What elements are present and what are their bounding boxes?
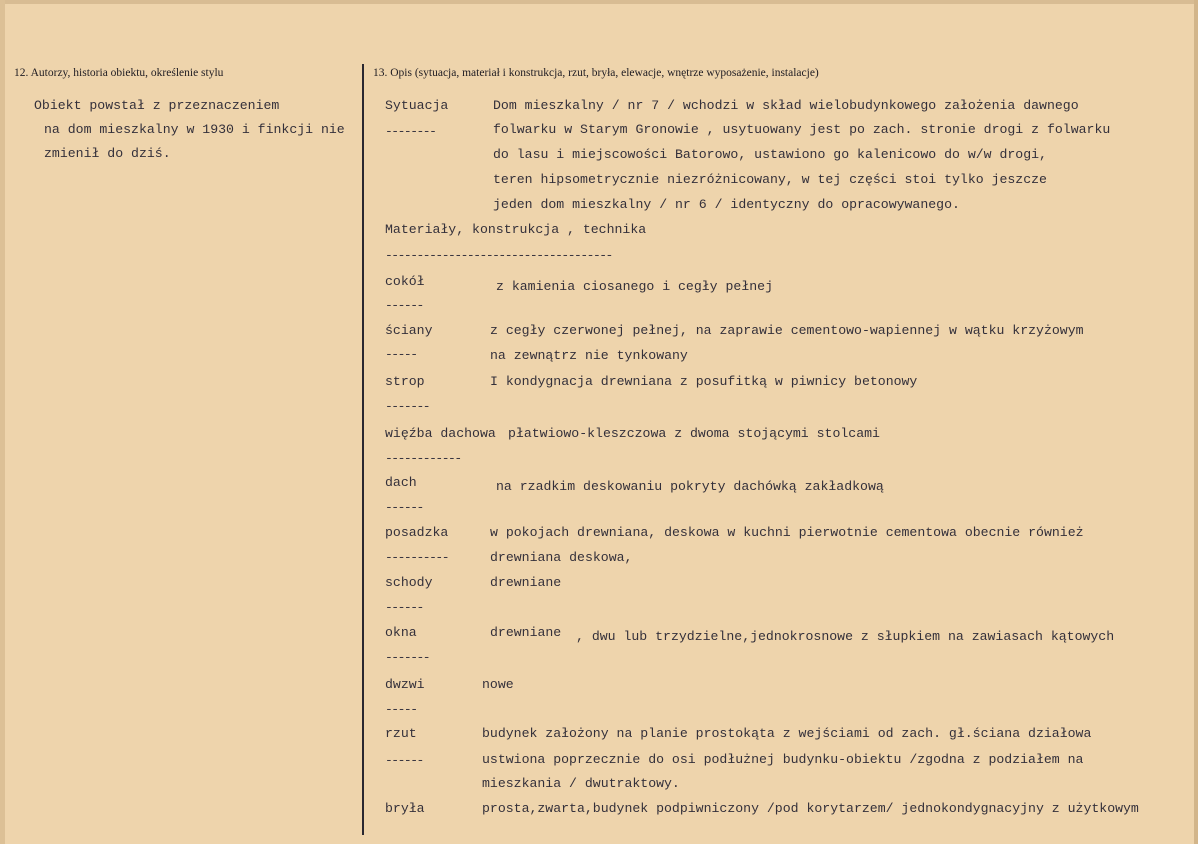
page-edge	[0, 0, 1198, 4]
entry-text: w pokojach drewniana, deskowa w kuchni pierwotnie cementowa obecnie również	[490, 525, 1084, 540]
entry-label-rzut: rzut	[385, 726, 417, 741]
label-underline: -----	[385, 702, 417, 717]
history-line: Obiekt powstał z przeznaczeniem	[34, 98, 280, 113]
sytuacja-line: do lasu i miejscowości Batorowo, ustawiono go kalenicowo do w/w drogi,	[493, 147, 1047, 162]
label-underline: -----	[385, 347, 417, 362]
entry-label-drzwi: dwzwi	[385, 677, 425, 692]
entry-label-cokol: cokół	[385, 274, 425, 289]
entry-text: z kamienia ciosanego i cegły pełnej	[496, 279, 773, 294]
entry-text: , dwu lub trzydzielne,jednokrosnowe z słupkiem na zawiasach kątowych	[576, 629, 1115, 644]
section-label-sytuacja: Sytuacja	[385, 98, 449, 113]
entry-text: mieszkania / dwutraktowy.	[482, 776, 680, 791]
left-column-header: 12. Autorzy, historia obiektu, określenie stylu	[14, 67, 224, 79]
label-underline: -------	[385, 399, 430, 414]
history-line: na dom mieszkalny w 1930 i finkcji nie	[44, 122, 345, 137]
entry-label-sciany: ściany	[385, 323, 433, 338]
entry-text: drewniana deskowa,	[490, 550, 633, 565]
label-underline: ------------	[385, 451, 461, 466]
label-underline: ------------------------------------	[385, 248, 612, 263]
entry-label-posadzka: posadzka	[385, 525, 449, 540]
label-underline: ------	[385, 298, 423, 313]
label-underline: ------	[385, 600, 423, 615]
label-underline: ----------	[385, 550, 449, 565]
entry-label-dach: dach	[385, 475, 417, 490]
history-line: zmienił do dziś.	[44, 146, 171, 161]
label-underline: -------	[385, 650, 430, 665]
right-column-header: 13. Opis (sytuacja, materiał i konstrukcja, rzut, bryła, elewacje, wnętrze wyposażenie, instalacje)	[373, 67, 819, 79]
sytuacja-line: jeden dom mieszkalny / nr 6 / identyczny do opracowywanego.	[493, 197, 960, 212]
entry-text: prosta,zwarta,budynek podpiwniczony /pod korytarzem/ jednokondygnacyjny z użytkowym	[482, 801, 1139, 816]
entry-text: drewniane	[490, 575, 562, 590]
entry-text: na rzadkim deskowaniu pokryty dachówką zakładkową	[496, 479, 884, 494]
entry-text: budynek założony na planie prostokąta z wejściami od zach. gł.ściana działowa	[482, 726, 1092, 741]
column-divider	[362, 64, 364, 835]
entry-label-wiezba: więźba dachowa	[385, 426, 496, 441]
entry-label-strop: strop	[385, 374, 425, 389]
entry-label-schody: schody	[385, 575, 433, 590]
label-underline: ------	[385, 753, 423, 768]
section-label-materialy: Materiały, konstrukcja , technika	[385, 222, 647, 237]
entry-label-bryla: bryła	[385, 801, 425, 816]
label-underline: ------	[385, 500, 423, 515]
entry-text: płatwiowo-kleszczowa z dwoma stojącymi stolcami	[508, 426, 880, 441]
entry-text: I kondygnacja drewniana z posufitką w piwnicy betonowy	[490, 374, 918, 389]
label-underline: --------	[385, 124, 436, 139]
sytuacja-line: Dom mieszkalny / nr 7 / wchodzi w skład wielobudynkowego założenia dawnego	[493, 98, 1079, 113]
entry-text: drewniane	[490, 625, 562, 640]
entry-text: na zewnątrz nie tynkowany	[490, 348, 688, 363]
entry-label-okna: okna	[385, 625, 417, 640]
sytuacja-line: folwarku w Starym Gronowie , usytuowany jest po zach. stronie drogi z folwarku	[493, 122, 1111, 137]
sytuacja-line: teren hipsometrycznie niezróżnicowany, w tej części stoi tylko jeszcze	[493, 172, 1047, 187]
entry-text: nowe	[482, 677, 514, 692]
page-edge	[1194, 0, 1198, 844]
entry-text: z cegły czerwonej pełnej, na zaprawie cementowo-wapiennej w wątku krzyżowym	[490, 323, 1084, 338]
page-edge	[0, 0, 5, 844]
entry-text: ustwiona poprzecznie do osi podłużnej budynku-obiektu /zgodna z podziałem na	[482, 752, 1084, 767]
